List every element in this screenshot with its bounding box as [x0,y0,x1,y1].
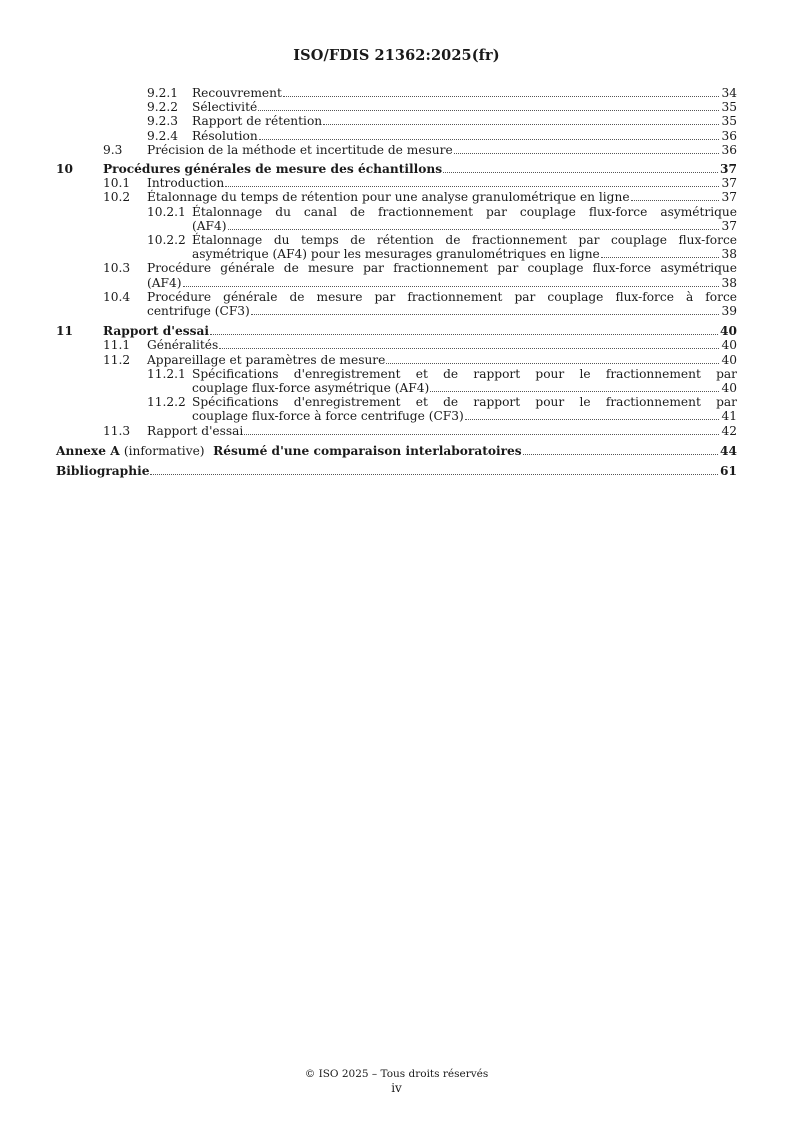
toc-entry-title-line: Sélectivité [192,100,258,115]
toc-entry[interactable] [56,114,737,128]
copyright-notice: © ISO 2025 – Tous droits réservés [304,1068,489,1080]
toc-entry-number: 11.3 [103,423,131,438]
toc-entry-page: 35 [721,100,737,115]
toc-entry-title [147,290,737,318]
dot-leader [454,153,720,154]
toc-entry[interactable] [56,86,737,100]
toc-entries [56,86,737,438]
toc-entry-title [147,424,737,438]
toc-entry-number: 11.2.2 [147,395,186,410]
toc-entry[interactable] [56,290,737,318]
toc-entry-title [103,324,737,338]
toc-entry[interactable] [56,338,737,352]
annex-label: Annexe A [56,443,120,458]
toc-entry-page: 39 [721,304,737,319]
toc-entry-page: 37 [721,218,737,233]
toc-entry-number: 10.4 [103,289,131,304]
annex-page: 44 [720,443,737,458]
toc-entry-number: 9.2.4 [147,128,179,143]
toc-entry-title-line: (AF4) [192,218,227,233]
toc-bibliography[interactable] [56,464,737,478]
toc-entry-number: 11 [56,324,73,339]
toc-entry-title [147,353,737,367]
toc-entry-number: 10.1 [103,176,131,191]
toc-entry-number: 10.2.2 [147,233,186,248]
page-number: iv [391,1081,402,1095]
toc-entry-page: 35 [721,114,737,129]
document-header: ISO/FDIS 21362:2025(fr) [293,47,500,64]
toc-entry-title [192,367,737,395]
toc-entry[interactable] [56,205,737,233]
toc-entry-title [192,129,737,143]
toc-entry-page: 37 [721,176,737,191]
toc-entry-page: 40 [720,324,737,339]
toc-entry-title [192,86,737,100]
toc-entry[interactable] [56,367,737,395]
toc-entry-title-line: Spécifications d'enregistrement et de rapport pour le fractionnement par [192,395,737,410]
toc-entry-page: 37 [721,190,737,205]
toc-entry-title-line: Rapport d'essai [103,324,210,339]
toc-entry-number: 9.2.1 [147,86,179,100]
toc-entry-title-line: Rapport de rétention [192,114,323,129]
toc-entry-title [192,114,737,128]
dot-leader [430,391,719,392]
toc-entry[interactable] [56,424,737,438]
toc-entry-page: 37 [720,162,737,177]
toc-entry-page: 41 [721,409,737,424]
toc-annex-a[interactable] [56,444,737,458]
toc-entry-title [192,395,737,423]
dot-leader [465,419,720,420]
bibliography-title: Bibliographie [56,464,150,479]
toc-entry[interactable] [56,176,737,190]
toc-entry-page: 34 [721,86,737,100]
dot-leader [386,363,719,364]
toc-entry-page: 36 [721,142,737,157]
toc-entry-title [147,261,737,289]
toc-entry[interactable] [56,395,737,423]
dot-leader [258,110,719,111]
toc-entry[interactable] [56,233,737,261]
toc-entry[interactable] [56,143,737,157]
toc-entry-title-line: Étalonnage du temps de rétention pour une analyse granulométrique en ligne [147,190,630,205]
toc-entry-title-line: centrifuge (CF3) [147,304,250,319]
toc-entry-number: 11.1 [103,338,131,353]
toc-entry-title [147,176,737,190]
annex-informative: (informative) [123,443,205,458]
toc-entry[interactable] [56,261,737,289]
toc-entry-page: 38 [721,247,737,262]
toc-entry-page: 38 [721,275,737,290]
dot-leader [244,434,719,435]
toc-entry-title-line: Recouvrement [192,86,282,100]
toc-entry-title-line: Résolution [192,128,258,143]
toc-entry-title-line: asymétrique (AF4) pour les mesurages granulométriques en ligne [192,247,600,262]
toc-entry-title-line: (AF4) [147,275,182,290]
toc-entry-title-line: Appareillage et paramètres de mesure [147,352,386,367]
dot-leader [601,257,720,258]
toc-entry-title [192,100,737,114]
toc-entry-number: 9.2.2 [147,100,179,115]
toc-entry-number: 9.2.3 [147,114,179,129]
dot-leader [523,454,718,455]
toc-entry-page: 40 [721,352,737,367]
toc-entry[interactable] [56,162,737,176]
dot-leader [323,124,719,125]
toc-entry-title-line: couplage flux-force asymétrique (AF4) [192,381,430,396]
toc-entry-number: 11.2 [103,352,131,367]
toc-entry-title-line: Étalonnage du canal de fractionnement par couplage flux-force asymétrique [192,204,737,219]
toc-entry-title-line: Spécifications d'enregistrement et de rapport pour le fractionnement par [192,366,737,381]
table-of-contents [56,86,737,478]
toc-entry-page: 36 [721,128,737,143]
toc-entry-number: 10.2.1 [147,204,186,219]
toc-entry-title-line: Généralités [147,338,219,353]
toc-entry-page: 40 [721,338,737,353]
toc-entry-title-line: Introduction [147,176,225,191]
dot-leader [251,314,720,315]
dot-leader [283,96,720,97]
toc-entry-title-line: Procédures générales de mesure des échantillons [103,162,443,177]
toc-entry-title [147,190,737,204]
toc-entry-title-line: Précision de la méthode et incertitude de mesure [147,142,453,157]
toc-entry-title [103,162,737,176]
toc-entry-number: 10.3 [103,261,131,276]
dot-leader [631,200,720,201]
dot-leader [210,334,718,335]
toc-entry-title-line: couplage flux-force à force centrifuge (CF3) [192,409,464,424]
toc-entry-page: 40 [721,381,737,396]
toc-entry-title-line: Étalonnage du temps de rétention de fractionnement par couplage flux-force [192,233,737,248]
toc-entry-title-line: Rapport d'essai [147,423,244,438]
toc-entry-title-line: Procédure générale de mesure par fractionnement par couplage flux-force à force [147,289,737,304]
page-footer [0,1067,793,1095]
toc-entry-number: 10.2 [103,190,131,205]
toc-entry[interactable] [56,324,737,338]
toc-entry-number: 11.2.1 [147,366,186,381]
dot-leader [150,474,718,475]
dot-leader [183,286,720,287]
toc-entry-title [192,233,737,261]
annex-title: Résumé d'une comparaison interlaboratoires [213,443,522,458]
dot-leader [443,172,718,173]
toc-entry-title [147,143,737,157]
toc-entry-title [147,338,737,352]
toc-entry[interactable] [56,100,737,114]
toc-entry-title [192,205,737,233]
dot-leader [219,348,719,349]
bibliography-page: 61 [720,464,737,479]
toc-entry-number: 9.3 [103,142,123,157]
toc-entry[interactable] [56,353,737,367]
dot-leader [228,229,720,230]
dot-leader [225,186,719,187]
toc-entry-number: 10 [56,162,73,177]
toc-entry[interactable] [56,190,737,204]
toc-entry-page: 42 [721,423,737,438]
toc-entry[interactable] [56,129,737,143]
toc-entry-title-line: Procédure générale de mesure par fractionnement par couplage flux-force asymétrique [147,261,737,276]
dot-leader [259,139,720,140]
